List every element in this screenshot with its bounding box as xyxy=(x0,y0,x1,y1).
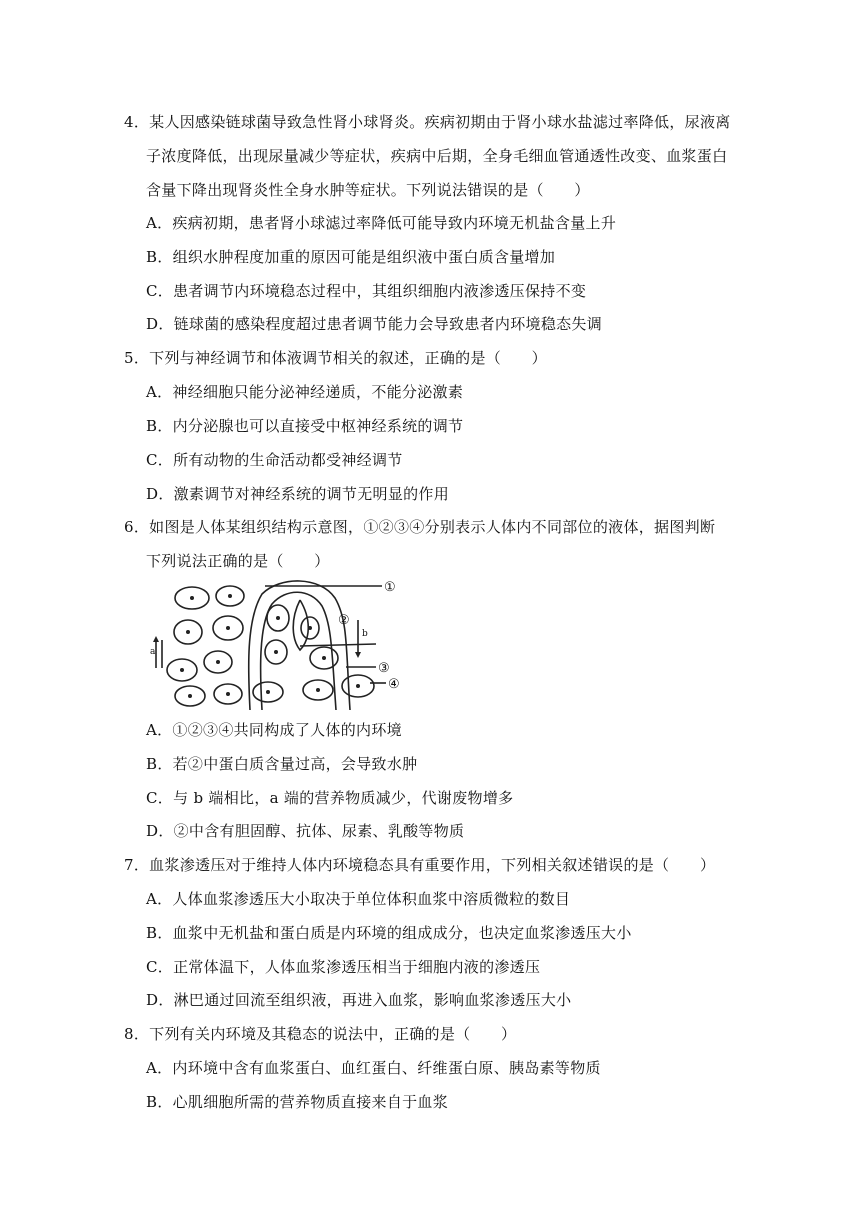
label-a: a xyxy=(150,647,156,657)
q7-option-c: C．正常体温下，人体血浆渗透压相当于细胞内液的渗透压 xyxy=(146,958,541,976)
q5-option-d: D．激素调节对神经系统的调节无明显的作用 xyxy=(146,485,450,503)
label-4: ④ xyxy=(388,677,400,692)
q6-stem-line-1: 6．如图是人体某组织结构示意图，①②③④分别表示人体内不同部位的液体，据图判断 xyxy=(124,518,716,536)
q6-option-b: B．若②中蛋白质含量过高，会导致水肿 xyxy=(146,755,418,773)
q4-option-b: B．组织水肿程度加重的原因可能是组织液中蛋白质含量增加 xyxy=(146,248,556,266)
q5-option-b: B．内分泌腺也可以直接受中枢神经系统的调节 xyxy=(146,417,464,435)
q6-option-a: A．①②③④共同构成了人体的内环境 xyxy=(146,721,402,739)
q8-option-a: A．内环境中含有血浆蛋白、血红蛋白、纤维蛋白原、胰岛素等物质 xyxy=(146,1059,601,1077)
q6-option-d: D．②中含有胆固醇、抗体、尿素、乳酸等物质 xyxy=(146,822,465,840)
q7-option-a: A．人体血浆渗透压大小取决于单位体积血浆中溶质微粒的数目 xyxy=(146,890,571,908)
label-b: b xyxy=(362,629,368,639)
q5-option-a: A．神经细胞只能分泌神经递质，不能分泌激素 xyxy=(146,383,464,401)
label-1: ① xyxy=(384,580,396,595)
q7-option-b: B．血浆中无机盐和蛋白质是内环境的组成成分，也决定血浆渗透压大小 xyxy=(146,924,632,942)
q4-stem-line-3: 含量下降出现肾炎性全身水肿等症状。下列说法错误的是（ ） xyxy=(146,181,590,199)
q4-stem-line-1: 4．某人因感染链球菌导致急性肾小球肾炎。疾病初期由于肾小球水盐滤过率降低，尿液离 xyxy=(124,113,731,131)
q5-option-c: C．所有动物的生命活动都受神经调节 xyxy=(146,451,403,469)
q5-stem: 5．下列与神经调节和体液调节相关的叙述，正确的是（ ） xyxy=(124,349,547,367)
label-3: ③ xyxy=(378,661,390,676)
q6-option-c: C．与 b 端相比，a 端的营养物质减少，代谢废物增多 xyxy=(146,789,514,807)
q6-stem-line-2: 下列说法正确的是（ ） xyxy=(146,552,330,570)
q4-option-a: A．疾病初期，患者肾小球滤过率降低可能导致内环境无机盐含量上升 xyxy=(146,214,617,232)
q8-stem: 8．下列有关内环境及其稳态的说法中，正确的是（ ） xyxy=(124,1025,517,1043)
q4-option-c: C．患者调节内环境稳态过程中，其组织细胞内液渗透压保持不变 xyxy=(146,282,587,300)
tissue-structure-diagram xyxy=(150,580,410,710)
q4-option-d: D．链球菌的感染程度超过患者调节能力会导致患者内环境稳态失调 xyxy=(146,315,603,333)
q7-stem: 7．血浆渗透压对于维持人体内环境稳态具有重要作用，下列相关叙述错误的是（ ） xyxy=(124,856,716,874)
q4-stem-line-2: 子浓度降低，出现尿量减少等症状，疾病中后期，全身毛细血管通透性改变、血浆蛋白 xyxy=(146,147,728,165)
label-2: ② xyxy=(338,613,350,628)
q8-option-b: B．心肌细胞所需的营养物质直接来自于血浆 xyxy=(146,1093,449,1111)
q7-option-d: D．淋巴通过回流至组织液，再进入血浆，影响血浆渗透压大小 xyxy=(146,991,572,1009)
